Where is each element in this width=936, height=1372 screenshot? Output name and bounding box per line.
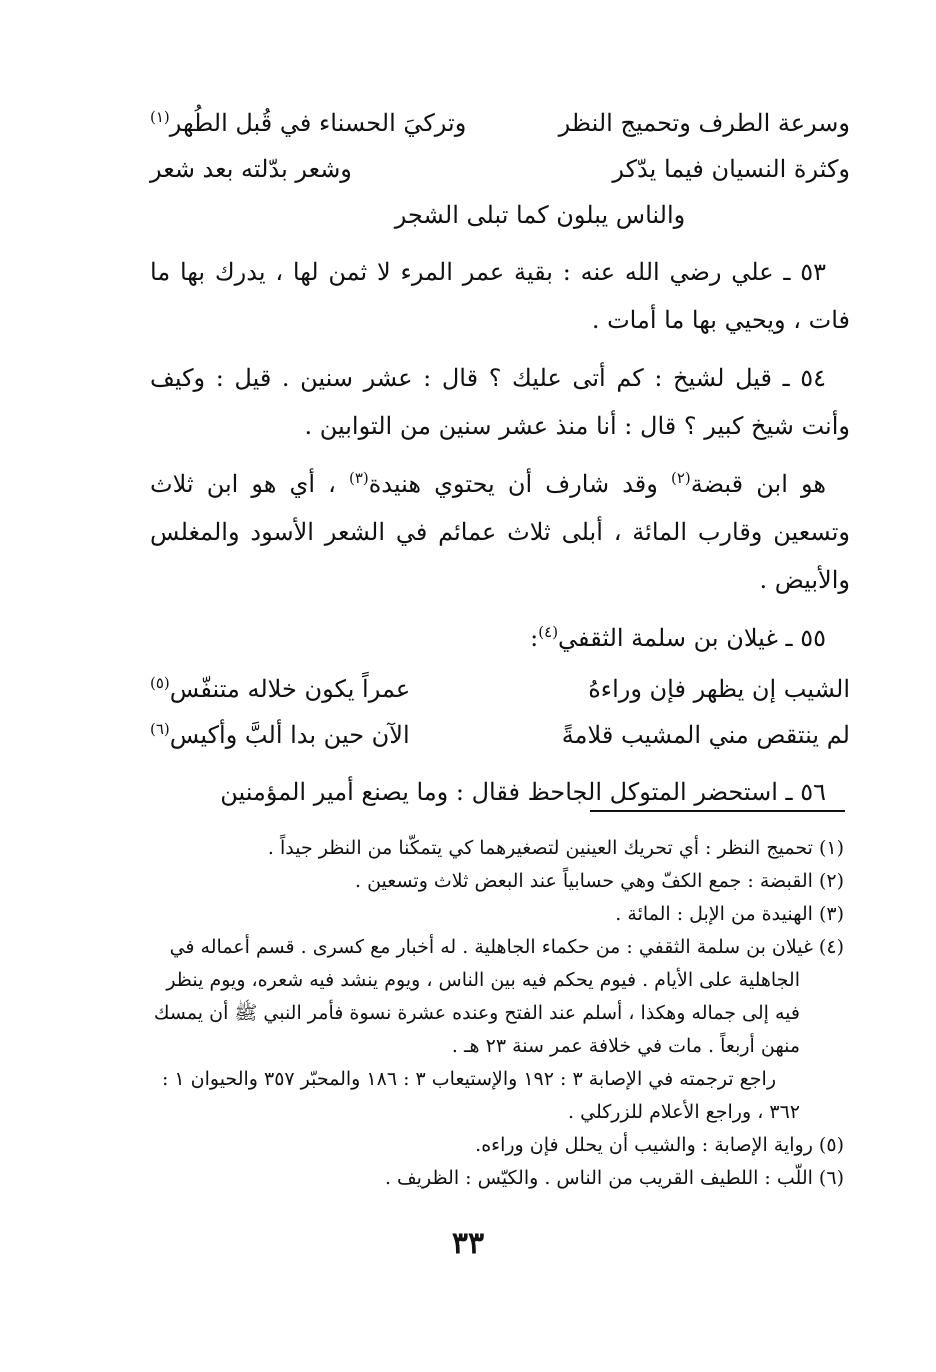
footnote-ref: (٦)	[150, 720, 170, 738]
footnote-1: (١) تحميج النظر : أي تحريك العينين لتصغيرهما كي يتمكّنا من النظر جيداً .	[267, 837, 844, 859]
footnote-3: (٣) الهنيدة من الإبل : المائة .	[615, 903, 844, 925]
paragraph-55-heading	[150, 614, 850, 662]
paragraph-56: ٥٦ ـ استحضر المتوكل الجاحظ فقال : وما يصنع أمير المؤمنين	[220, 778, 826, 806]
verse-row-1	[150, 100, 850, 146]
page-number: ٣٣	[451, 1226, 485, 1261]
footnote-ref: (٥)	[150, 674, 170, 692]
heading-colon: :	[530, 624, 539, 652]
verse-text: عمراً يكون خلاله متنفّس	[169, 675, 411, 703]
verse-row-5	[150, 712, 850, 758]
verse-row-3: والناس يبلون كما تبلى الشجر	[394, 201, 686, 229]
verse-hemistich-right: وسرعة الطرف وتحميج النظر	[558, 109, 850, 137]
main-text	[150, 100, 850, 824]
footnote-4: (٤) غيلان بن سلمة الثقفي : من حكماء الجاهلية . له أخبار مع كسرى . قسم أعماله في	[169, 936, 844, 958]
verse-hemistich-right: وكثرة النسيان فيما يدّكر	[612, 155, 850, 183]
footnote-ref: (١)	[150, 108, 170, 126]
paragraph-54: ٥٤ ـ قيل لشيخ : كم أتى عليك ؟ قال : عشر سنين . قيل : وكيف وأنت شيخ كبير ؟ قال : أنا منذ عشر سنين من التوابين .	[150, 364, 850, 440]
footnote-5: (٥) رواية الإصابة : والشيب أن يحلل فإن وراءه.	[475, 1134, 844, 1156]
verse-hemistich-left: وشعر بدّلته بعد شعر	[150, 155, 352, 183]
verse-hemistich-left	[150, 100, 466, 146]
footnote-ref: (٤)	[538, 623, 559, 641]
verse-text: وتركيَ الحسناء في قُبل الطُهر	[169, 109, 467, 137]
footnote-4-continuation: الجاهلية على الأيام . فيوم يحكم فيه بين الناس ، ويوم ينشد فيه شعره، ويوم ينظر فيه إلى جماله وهكذا ، أسلم عند الفتح وعنده عشرة نسوة فأمر النبي ﷺ أن يمسك منهن أربعاً . مات في خلافة عمر سنة ٢٣ هـ .	[153, 969, 800, 1057]
verse-hemistich-right: الشيب إن يظهر فإن وراءهُ	[588, 675, 850, 703]
paragraph-ibn-qabda	[150, 460, 850, 604]
verse-hemistich-left	[150, 712, 410, 758]
footnote-ref: (٢)	[670, 469, 691, 487]
footnote-separator	[590, 810, 845, 812]
verse-hemistich-right: لم ينتقص مني المشيب قلامةً	[561, 721, 850, 749]
paragraph-text: هو ابن قبضة	[690, 470, 827, 498]
footnote-6: (٦) اللّب : اللطيف القريب من الناس . والكيّس : الظريف .	[384, 1167, 844, 1189]
heading-text: ٥٥ ـ غيلان بن سلمة الثقفي	[558, 624, 826, 652]
verse-hemistich-left	[150, 666, 410, 712]
paragraph-53: ٥٣ ـ علي رضي الله عنه : بقية عمر المرء لا ثمن لها ، يدرك بها ما فات ، ويحيي بها ما أمات .	[150, 258, 850, 334]
footnote-2: (٢) القبضة : جمع الكفّ وهي حسابياً عند البعض ثلاث وتسعين .	[355, 870, 844, 892]
footnotes	[150, 832, 844, 1195]
footnote-4-references: راجع ترجمته في الإصابة ٣ : ١٩٢ والإستيعاب ٣ : ١٨٦ والمحبّر ٣٥٧ والحيوان ١ : ٣٦٢ ، وراجع الأعلام للزركلي .	[161, 1068, 800, 1123]
paragraph-text: وقد شارف أن يحتوي هنيدة	[368, 470, 671, 498]
paragraph-text: ، أي هو ابن ثلاث وتسعين وقارب المائة ، أبلى ثلاث عمائم في الشعر الأسود والمغلس والأبيض .	[150, 470, 850, 594]
footnote-ref: (٣)	[348, 469, 369, 487]
verse-text: الآن حين بدا ألبَّ وأكيس	[169, 721, 410, 749]
verse-row-4	[150, 666, 850, 712]
verse-row-2	[150, 146, 850, 192]
